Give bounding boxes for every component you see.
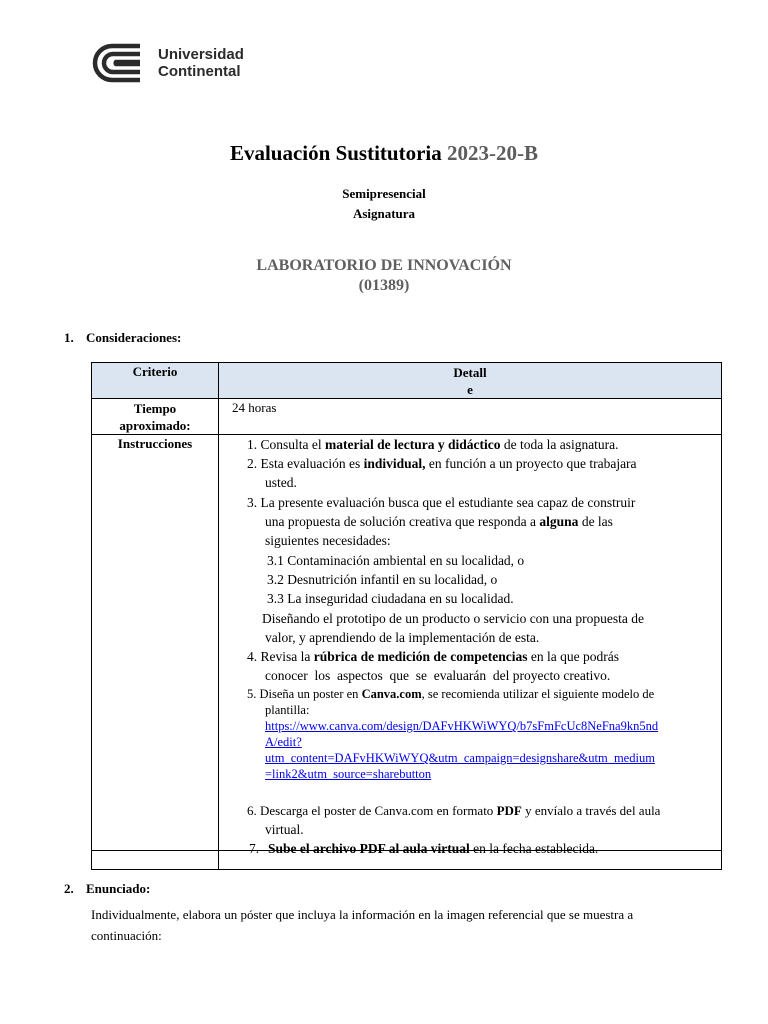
considerations-table xyxy=(91,362,722,870)
page-title xyxy=(0,141,768,166)
canva-template-link-line4[interactable]: =link2&utm_source=sharebutton xyxy=(265,767,432,781)
detalle-header-b: e xyxy=(467,382,473,397)
instruction-item-4-cont: conocer los aspectos que se evaluarán del proyecto creativo. xyxy=(265,668,611,683)
instruction-item-3-line3: siguientes necesidades: xyxy=(265,533,391,548)
empty-cell xyxy=(92,851,219,870)
statement-line1: Individualmente, elabora un póster que incluya la información en la imagen referencial que se muestra a xyxy=(91,907,634,922)
table-row-time xyxy=(92,399,722,435)
instruction-item-3-para1: Diseñando el prototipo de un producto o servicio con una propuesta de xyxy=(262,611,645,626)
continental-logo-icon xyxy=(90,42,150,84)
instruction-item-7: 7. Sube el archivo PDF al aula virtual en la fecha establecida. xyxy=(249,841,599,856)
time-label-b: aproximado: xyxy=(119,418,191,433)
section-number: 1. xyxy=(64,330,74,345)
subject-label: Asignatura xyxy=(352,206,416,221)
logo-line1: Universidad xyxy=(158,46,244,63)
instruction-item-5: 5. Diseña un poster en Canva.com, se recomienda utilizar el siguiente modelo de xyxy=(247,687,655,701)
instruction-item-5-cont: plantilla: xyxy=(265,703,310,717)
instructions-label: Instrucciones xyxy=(92,435,219,851)
col-detalle-header xyxy=(219,363,722,399)
statement-paragraph xyxy=(91,904,731,946)
course-code: (01389) xyxy=(358,277,410,294)
col-criterio-header: Criterio xyxy=(92,363,219,399)
canva-template-link-line2[interactable]: A/edit? xyxy=(265,735,302,749)
instruction-item-2-cont: usted. xyxy=(265,475,297,490)
instruction-subitem-3-1: 3.1 Contaminación ambiental en su localidad, o xyxy=(267,553,525,568)
time-label-a: Tiempo xyxy=(133,401,177,416)
logo-text xyxy=(158,46,244,80)
canva-template-link-line3[interactable]: utm_content=DAFvHKWiWYQ&utm_campaign=designshare&utm_medium xyxy=(265,751,655,765)
statement-line2: continuación: xyxy=(91,928,162,943)
section-number: 2. xyxy=(64,881,74,896)
canva-template-link-line1[interactable]: https://www.canva.com/design/DAFvHKWiWYQ/b7sFmFcUc8NeFna9kn5nd xyxy=(265,719,659,733)
section-title: Consideraciones: xyxy=(86,330,182,345)
time-label xyxy=(92,399,219,435)
instructions-list xyxy=(219,435,722,856)
instruction-item-6: 6. Descarga el poster de Canva.com en formato PDF y envíalo a través del aula xyxy=(247,803,661,818)
title-year: 2023-20-B xyxy=(447,141,539,165)
modality: Semipresencial xyxy=(342,186,426,201)
instruction-item-4: 4. Revisa la rúbrica de medición de competencias en la que podrás xyxy=(247,649,619,664)
title-main: Evaluación Sustitutoria xyxy=(229,141,442,165)
table-row-instructions xyxy=(92,435,722,851)
instruction-item-3: 3. La presente evaluación busca que el estudiante sea capaz de construir xyxy=(247,495,636,510)
instruction-item-3-para2: valor, y aprendiendo de la implementación de esta. xyxy=(265,630,540,645)
time-value: 24 horas xyxy=(219,399,722,435)
instruction-subitem-3-3: 3.3 La inseguridad ciudadana en su localidad. xyxy=(267,591,514,606)
detalle-header-a: Detall xyxy=(453,365,487,380)
instruction-item-2: 2. Esta evaluación es individual, en función a un proyecto que trabajara xyxy=(247,456,637,471)
instruction-subitem-3-2: 3.2 Desnutrición infantil en su localidad, o xyxy=(267,572,498,587)
logo-line2: Continental xyxy=(158,63,241,80)
university-logo xyxy=(90,42,244,84)
instruction-item-3-line2: una propuesta de solución creativa que responda a alguna de las xyxy=(265,514,613,529)
instruction-item-1: 1. Consulta el material de lectura y didáctico de toda la asignatura. xyxy=(247,437,619,452)
section-heading-considerations xyxy=(64,330,181,346)
section-heading-statement xyxy=(64,881,150,897)
section-title: Enunciado: xyxy=(86,881,151,896)
instruction-item-6-cont: virtual. xyxy=(265,822,304,837)
course-name: LABORATORIO DE INNOVACIÓN xyxy=(256,257,512,274)
table-header-row xyxy=(92,363,722,399)
